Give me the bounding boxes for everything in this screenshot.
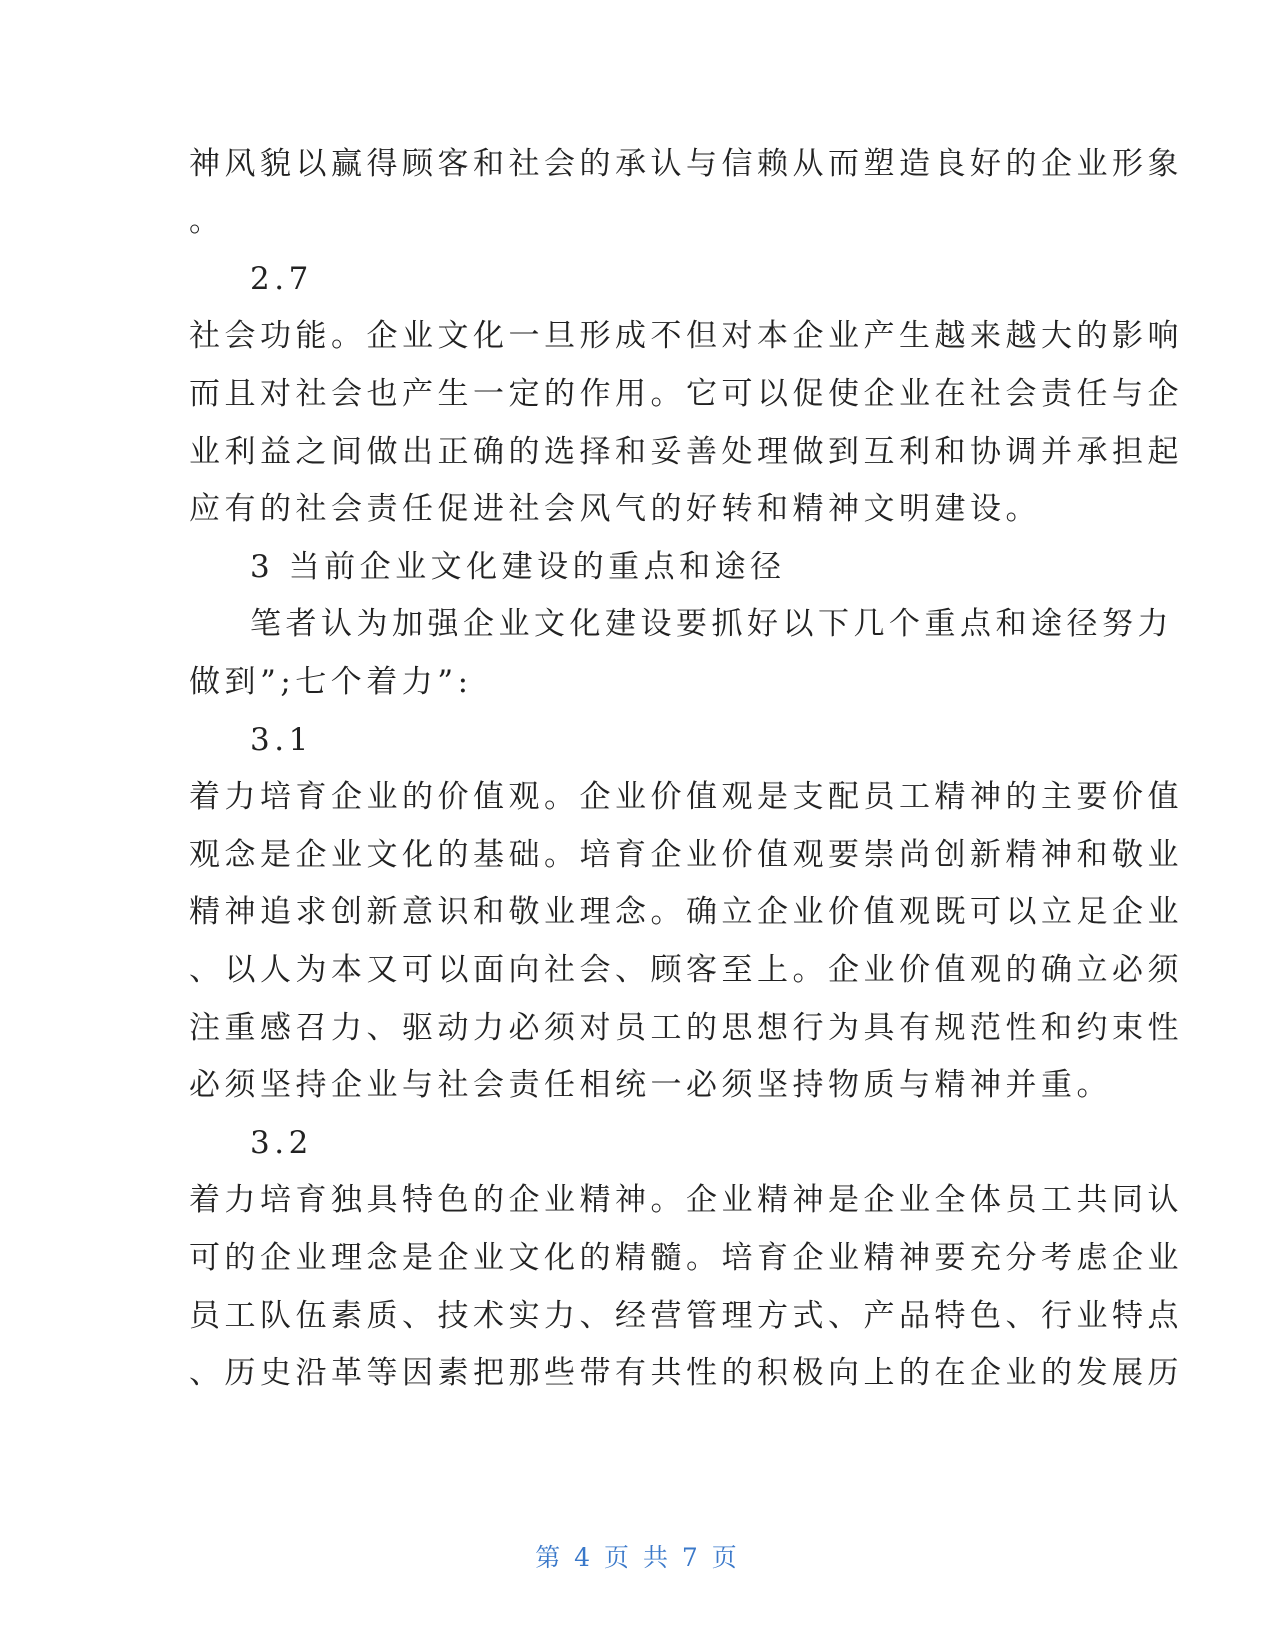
body-line: 可的企业理念是企业文化的精髓。培育企业精神要充分考虑企业: [189, 1240, 1183, 1276]
section-heading: 3 当前企业文化建设的重点和途径: [250, 549, 786, 585]
body-line: 员工队伍素质、技术实力、经营管理方式、产品特色、行业特点: [189, 1298, 1183, 1334]
body-line: 着力培育独具特色的企业精神。企业精神是企业全体员工共同认: [189, 1182, 1183, 1218]
body-line: 而且对社会也产生一定的作用。它可以促使企业在社会责任与企: [189, 376, 1183, 412]
page-number-footer: 第 4 页 共 7 页: [535, 1543, 740, 1572]
body-line: 着力培育企业的价值观。企业价值观是支配员工精神的主要价值: [189, 779, 1183, 815]
body-line: 应有的社会责任促进社会风气的好转和精神文明建设。: [189, 491, 1041, 527]
body-line: 社会功能。企业文化一旦形成不但对本企业产生越来越大的影响: [189, 318, 1183, 354]
body-line: 笔者认为加强企业文化建设要抓好以下几个重点和途径努力: [250, 606, 1173, 642]
section-number: 3.1: [250, 722, 313, 758]
body-line: 、以人为本又可以面向社会、顾客至上。企业价值观的确立必须: [189, 952, 1183, 988]
section-number: 3.2: [250, 1125, 313, 1161]
section-number: 2.7: [250, 261, 313, 297]
body-line: 。: [189, 203, 225, 239]
body-line: 神风貌以赢得顾客和社会的承认与信赖从而塑造良好的企业形象: [189, 146, 1183, 182]
body-line: 、历史沿革等因素把那些带有共性的积极向上的在企业的发展历: [189, 1355, 1183, 1391]
body-line: 必须坚持企业与社会责任相统一必须坚持物质与精神并重。: [189, 1067, 1112, 1103]
body-line: 精神追求创新意识和敬业理念。确立企业价值观既可以立足企业: [189, 894, 1183, 930]
body-line: 观念是企业文化的基础。培育企业价值观要崇尚创新精神和敬业: [189, 837, 1183, 873]
body-line: 做到”;七个着力”:: [189, 664, 473, 700]
body-line: 注重感召力、驱动力必须对员工的思想行为具有规范性和约束性: [189, 1010, 1183, 1046]
body-line: 业利益之间做出正确的选择和妥善处理做到互利和协调并承担起: [189, 434, 1183, 470]
